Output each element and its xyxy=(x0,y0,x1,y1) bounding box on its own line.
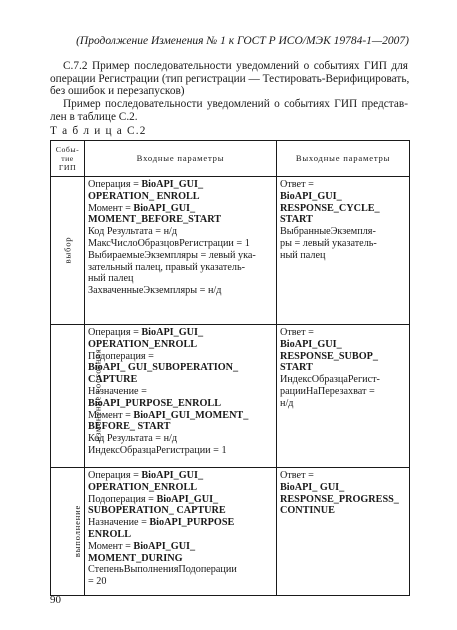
param-line: Ответ = xyxy=(280,327,314,338)
paragraph-example xyxy=(50,98,408,123)
param-line: ный палец xyxy=(88,273,134,285)
table-row xyxy=(51,325,410,468)
param-value: BioAPI_ GUI_SUBOPERATION_ xyxy=(88,362,239,374)
header-output: Выходные параметры xyxy=(277,141,410,177)
param-value: CONTINUE xyxy=(280,505,335,517)
param-line xyxy=(280,351,406,363)
param-line: Назначение = xyxy=(88,385,147,397)
table-row xyxy=(51,468,410,596)
param-value: ENROLL xyxy=(88,528,132,540)
param-value: BioAPI_GUI_ xyxy=(141,179,204,190)
param-value: BioAPI_GUI_MOMENT_ xyxy=(133,409,249,421)
param-line: Назначение = BioAPI_PURPOSE xyxy=(88,517,235,529)
param-line: Подоперация = xyxy=(88,350,154,362)
param-line: Операция = BioAPI_GUI_ xyxy=(88,179,204,190)
param-line: Код Результата = н/д xyxy=(88,226,178,238)
param-line: Код Результата = н/д xyxy=(88,433,178,445)
event-label: выполнение xyxy=(72,504,83,557)
param-line xyxy=(280,191,406,203)
param-line xyxy=(280,214,406,226)
param-value: BioAPI_GUI_ xyxy=(133,202,196,214)
table-row xyxy=(51,177,410,325)
param-line: ный палец xyxy=(280,249,326,261)
param-line xyxy=(280,203,406,215)
param-value: START xyxy=(280,362,313,374)
paragraph-c72 xyxy=(50,60,408,98)
table-header-row xyxy=(51,141,410,177)
param-line xyxy=(280,505,406,517)
param-line xyxy=(88,374,273,386)
param-value: SUBOPERATION_ CAPTURE xyxy=(88,505,226,517)
param-line: ЗахваченныеЭкземпляры = н/д xyxy=(88,285,222,297)
param-line xyxy=(88,553,273,565)
param-line: рацииНаПерезахват = xyxy=(280,385,375,397)
param-line xyxy=(280,339,406,351)
param-line: ИндексОбразцаРегистрации = 1 xyxy=(88,444,227,456)
input-params-cell xyxy=(85,325,277,468)
header-event-line: Собы- xyxy=(55,145,80,154)
param-line: СтепеньВыполненияПодоперации xyxy=(88,564,237,576)
param-line: ИндексОбразцаРегист- xyxy=(280,374,380,386)
param-value: CAPTURE xyxy=(88,374,138,386)
param-line xyxy=(88,529,273,541)
param-value: OPERATION_ ENROLL xyxy=(88,190,200,202)
param-line: ры = левый указатель- xyxy=(280,237,377,249)
param-line: н/д xyxy=(280,397,294,409)
param-line xyxy=(88,362,273,374)
table-caption: Т а б л и ц а С.2 xyxy=(50,125,147,137)
param-value: BioAPI_ GUI_ xyxy=(280,481,345,493)
event-label: выбор xyxy=(62,236,73,263)
param-line xyxy=(280,494,406,506)
param-line: Ответ = xyxy=(280,179,314,190)
param-value: BioAPI_GUI_ xyxy=(156,493,219,505)
param-value: BEFORE_ START xyxy=(88,421,171,433)
param-line xyxy=(88,339,273,351)
param-value: BioAPI_GUI_ xyxy=(280,190,342,202)
param-line xyxy=(88,421,273,433)
event-cell xyxy=(51,325,103,468)
param-line: МаксЧислоОбразцовРегистрации = 1 xyxy=(88,237,250,249)
param-line xyxy=(280,362,406,374)
param-value: BioAPI_GUI_ xyxy=(280,338,342,350)
header-input: Входные параметры xyxy=(85,141,277,177)
param-value: BioAPI_PURPOSE xyxy=(149,517,235,529)
header-event xyxy=(51,141,85,177)
input-params-cell xyxy=(85,468,277,596)
header-event-line: тие xyxy=(61,154,74,163)
param-line: = 20 xyxy=(88,576,107,588)
param-line: зательный палец, правый указатель- xyxy=(88,261,246,273)
paragraph-line: операции Регистрации (тип регистрации — Тестировать-Верифицировать, xyxy=(50,72,410,85)
paragraph-line: лен в таблице С.2. xyxy=(50,110,138,123)
param-line xyxy=(88,214,273,226)
param-value: BioAPI_GUI_ xyxy=(141,327,204,338)
event-cell xyxy=(51,468,85,596)
param-line: Подоперация = BioAPI_GUI_ xyxy=(88,493,219,505)
param-value: MOMENT_BEFORE_START xyxy=(88,214,222,226)
paragraph-line: Пример последовательности уведомлений о событиях ГИП представ- xyxy=(63,98,408,110)
param-value: BioAPI_GUI_ xyxy=(133,540,196,552)
param-line: ВыбираемыеЭкземпляры = левый ука- xyxy=(88,249,256,261)
events-table xyxy=(50,140,410,596)
param-line: Операция = BioAPI_GUI_ xyxy=(88,470,204,481)
page-number: 90 xyxy=(50,594,61,606)
param-line xyxy=(88,191,273,203)
param-value: RESPONSE_SUBOP_ xyxy=(280,350,378,362)
param-line: Момент = BioAPI_GUI_ xyxy=(88,202,196,214)
param-value: RESPONSE_PROGRESS_ xyxy=(280,493,399,505)
param-value: OPERATION_ENROLL xyxy=(88,338,198,350)
param-line xyxy=(88,482,273,494)
param-line: ВыбранныеЭкземпля- xyxy=(280,226,376,238)
running-header: (Продолжение Изменения № 1 к ГОСТ Р ИСО/МЭК 19784-1—2007) xyxy=(76,35,409,47)
paragraph-line: без ошибок и перезапусков) xyxy=(50,85,185,98)
output-params-cell xyxy=(277,468,410,596)
output-params-cell xyxy=(277,325,410,468)
event-label: изменение состояния xyxy=(92,348,103,442)
param-line xyxy=(280,482,406,494)
param-value: BioAPI_PURPOSE_ENROLL xyxy=(88,397,222,409)
paragraph-line: С.7.2 Пример последовательности уведомлений о событиях ГИП для xyxy=(63,60,408,72)
param-line xyxy=(88,505,273,517)
param-value: BioAPI_GUI_ xyxy=(141,470,204,481)
param-value: MOMENT_DURING xyxy=(88,552,183,564)
input-params-cell xyxy=(85,177,277,325)
param-line: Момент = BioAPI_GUI_MOMENT_ xyxy=(88,409,249,421)
param-value: OPERATION_ENROLL xyxy=(88,481,198,493)
event-cell xyxy=(51,177,85,325)
header-event-line: ГИП xyxy=(58,163,77,172)
output-params-cell xyxy=(277,177,410,325)
param-value: START xyxy=(280,214,313,226)
param-line: Момент = BioAPI_GUI_ xyxy=(88,540,196,552)
param-value: RESPONSE_CYCLE_ xyxy=(280,202,380,214)
param-line: Ответ = xyxy=(280,470,314,481)
param-line xyxy=(88,398,273,410)
param-line: Операция = BioAPI_GUI_ xyxy=(88,327,204,338)
